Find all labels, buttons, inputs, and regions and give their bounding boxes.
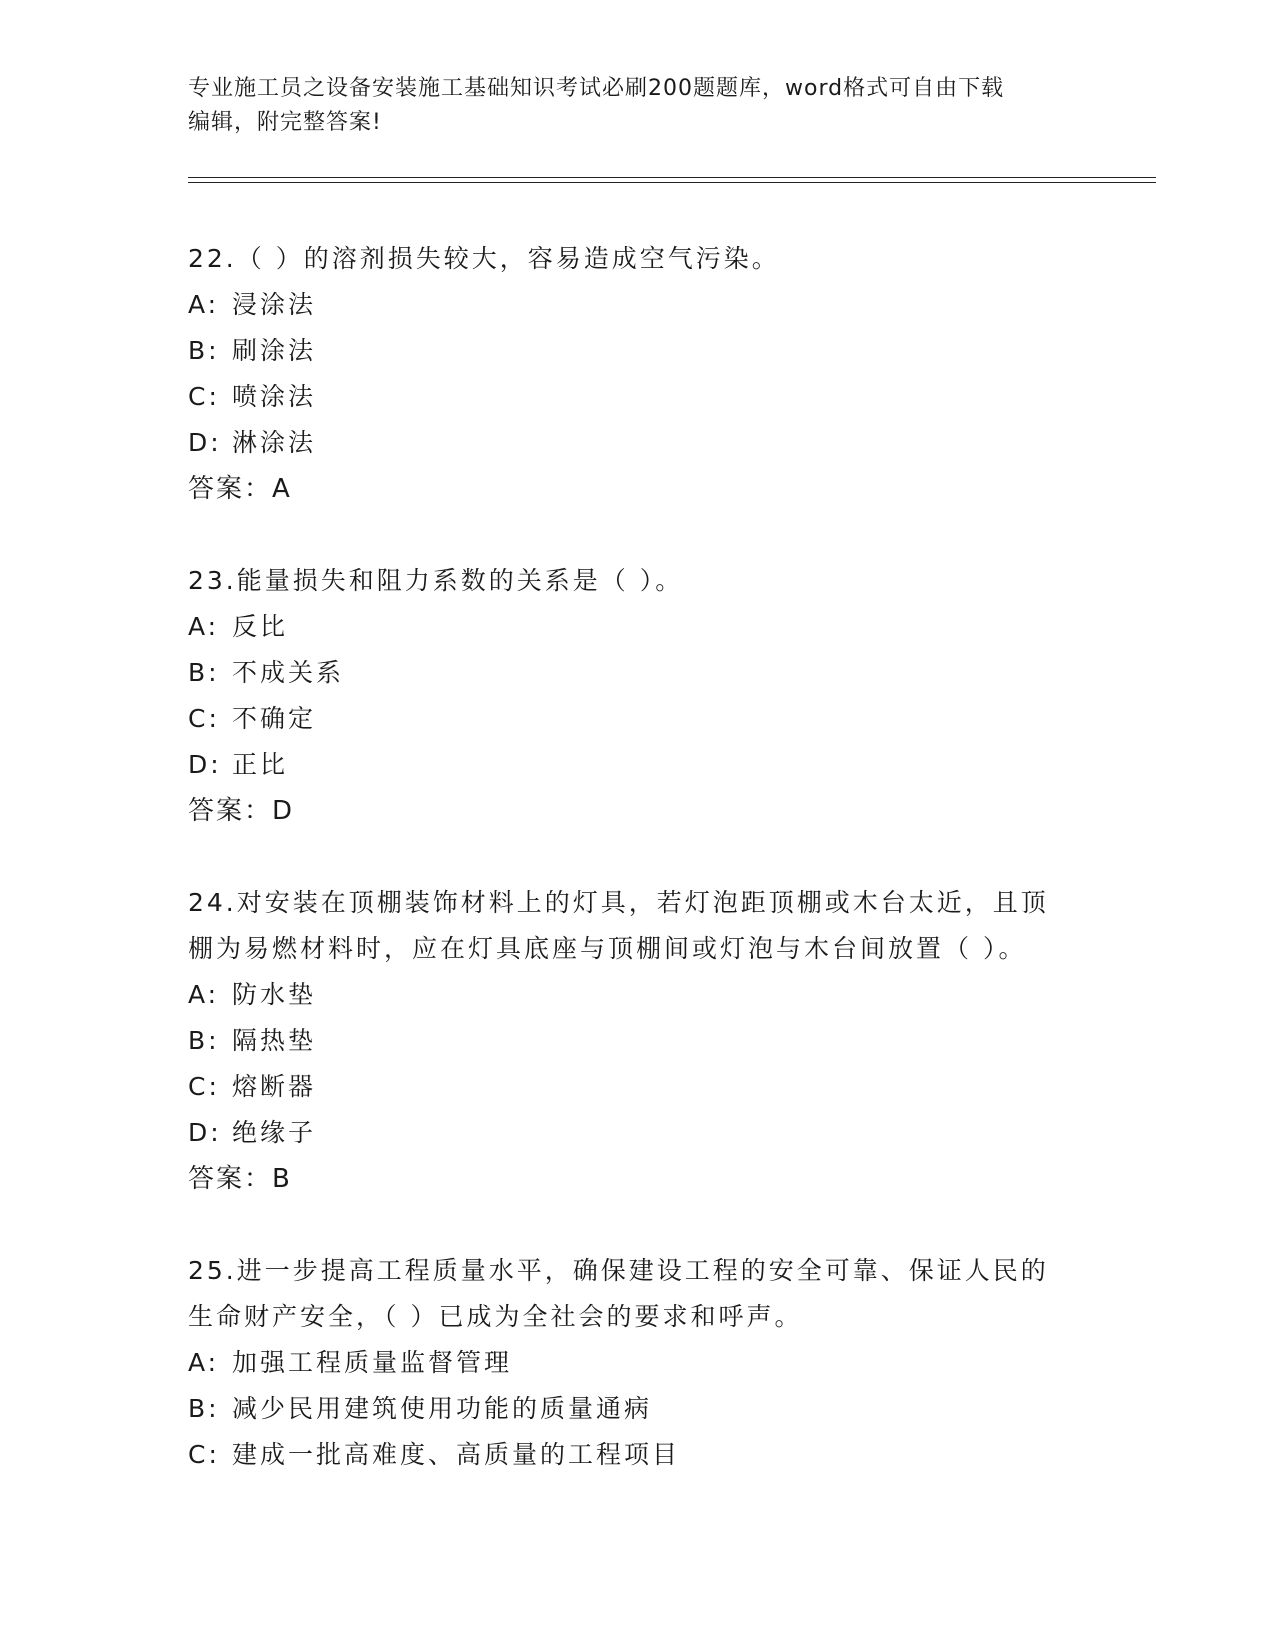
question-stem-line-2: 生命财产安全，（ ）已成为全社会的要求和呼声。 [188, 1302, 803, 1331]
option-text: 浸涂法 [232, 290, 317, 319]
option-letter: B: [188, 1394, 220, 1423]
header-divider-top [188, 177, 1156, 178]
option-text: 淋涂法 [232, 428, 317, 457]
header-line-1: 专业施工员之设备安装施工基础知识考试必刷200题题库，word格式可自由下载 [188, 76, 1005, 101]
answer-line: 答案：D [188, 796, 295, 826]
option-b [188, 328, 1088, 374]
option-text: 防水垫 [232, 980, 317, 1009]
option-d [188, 1110, 1088, 1156]
option-letter: A: [188, 980, 220, 1009]
option-letter: C: [188, 704, 220, 733]
option-letter: D: [188, 428, 222, 457]
question-stem-line-1: 25.进一步提高工程质量水平，确保建设工程的安全可靠、保证人民的 [188, 1256, 1049, 1285]
option-letter: B: [188, 336, 220, 365]
header-divider-bottom [188, 182, 1156, 183]
option-text: 不确定 [232, 704, 317, 733]
option-letter: C: [188, 382, 220, 411]
option-letter: A: [188, 612, 220, 641]
option-c [188, 374, 1088, 420]
option-c [188, 696, 1088, 742]
document-header [188, 72, 1088, 140]
option-b [188, 1018, 1088, 1064]
question-stem-line-2: 棚为易燃材料时，应在灯具底座与顶棚间或灯泡与木台间放置（ ）。 [188, 934, 1027, 963]
question-25 [188, 1248, 1088, 1478]
option-letter: C: [188, 1440, 220, 1469]
question-stem: 23.能量损失和阻力系数的关系是（ ）。 [188, 566, 684, 595]
option-letter: D: [188, 750, 222, 779]
question-stem: 22.（ ）的溶剂损失较大，容易造成空气污染。 [188, 244, 780, 273]
option-b [188, 650, 1088, 696]
option-text: 不成关系 [232, 658, 345, 687]
option-a [188, 604, 1088, 650]
option-text: 刷涂法 [232, 336, 317, 365]
option-text: 建成一批高难度、高质量的工程项目 [232, 1440, 681, 1469]
option-text: 正比 [232, 750, 289, 779]
option-letter: D: [188, 1118, 222, 1147]
header-line-2: 编辑，附完整答案! [188, 110, 382, 135]
option-letter: B: [188, 658, 220, 687]
question-22 [188, 236, 1088, 512]
option-d [188, 742, 1088, 788]
question-23 [188, 558, 1088, 834]
option-text: 反比 [232, 612, 289, 641]
answer-line: 答案：B [188, 1164, 292, 1194]
option-letter: B: [188, 1026, 220, 1055]
answer-line: 答案：A [188, 474, 292, 504]
option-text: 绝缘子 [232, 1118, 317, 1147]
option-text: 减少民用建筑使用功能的质量通病 [232, 1394, 653, 1423]
option-text: 加强工程质量监督管理 [232, 1348, 513, 1377]
option-text: 喷涂法 [232, 382, 317, 411]
option-a [188, 972, 1088, 1018]
option-c [188, 1432, 1088, 1478]
option-text: 隔热垫 [232, 1026, 317, 1055]
option-letter: C: [188, 1072, 220, 1101]
question-list [188, 236, 1088, 1524]
option-d [188, 420, 1088, 466]
option-letter: A: [188, 290, 220, 319]
option-a [188, 282, 1088, 328]
question-stem-line-1: 24.对安装在顶棚装饰材料上的灯具，若灯泡距顶棚或木台太近，且顶 [188, 888, 1049, 917]
option-c [188, 1064, 1088, 1110]
question-24 [188, 880, 1088, 1202]
option-text: 熔断器 [232, 1072, 317, 1101]
option-b [188, 1386, 1088, 1432]
option-a [188, 1340, 1088, 1386]
option-letter: A: [188, 1348, 220, 1377]
